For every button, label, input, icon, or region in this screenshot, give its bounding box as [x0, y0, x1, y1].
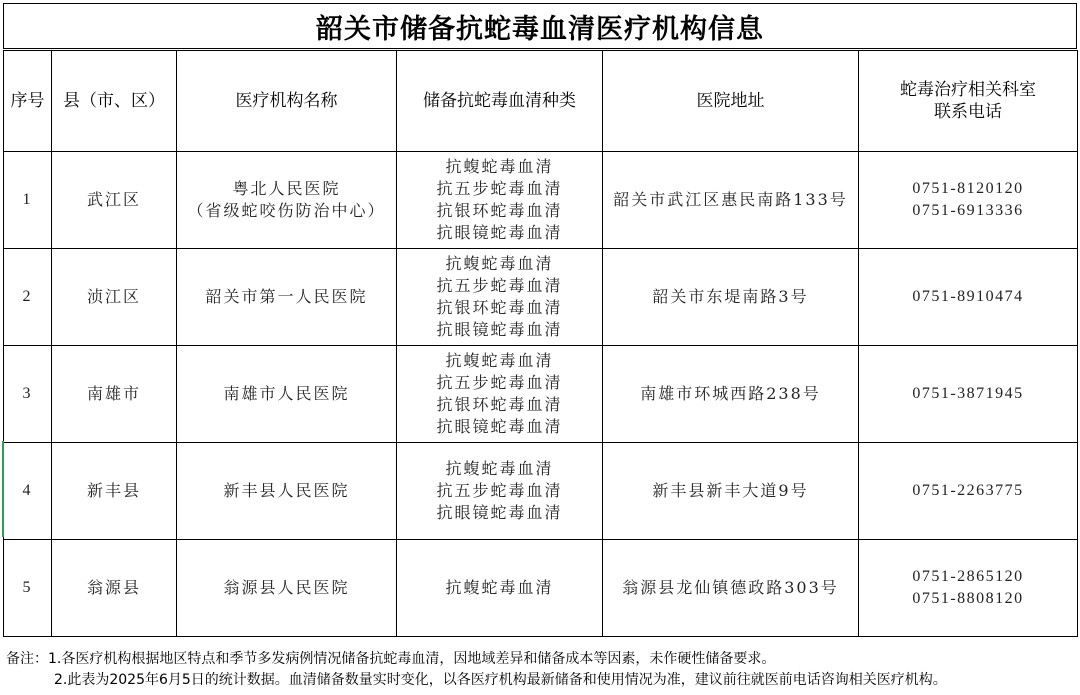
cell-county: 浈江区 [52, 249, 177, 346]
table-row [4, 346, 1078, 443]
table-row [4, 540, 1078, 637]
phone-number: 0751-6913336 [912, 202, 1024, 219]
cell-county: 南雄市 [52, 346, 177, 443]
serum-type-item: 抗五步蛇毒血清 [436, 179, 563, 198]
cell-county: 武江区 [52, 152, 177, 249]
table-row [4, 249, 1078, 346]
cell-address: 韶关市武江区惠民南路133号 [603, 152, 859, 249]
header-phone-line2: 联系电话 [934, 102, 1002, 122]
header-address: 医院地址 [603, 51, 859, 152]
cell-seq: 5 [4, 540, 52, 637]
cell-county: 新丰县 [52, 443, 177, 540]
phone-number: 0751-8120120 [912, 180, 1024, 197]
phone-number: 0751-2865120 [912, 568, 1024, 585]
serum-type-item: 抗蝮蛇毒血清 [445, 459, 554, 478]
header-row [4, 51, 1078, 152]
cell-address: 翁源县龙仙镇德政路303号 [603, 540, 859, 637]
cell-seq: 3 [4, 346, 52, 443]
header-seq: 序号 [4, 51, 52, 152]
institution-line: （省级蛇咬伤防治中心） [187, 201, 386, 220]
institution-table [3, 50, 1078, 637]
serum-type-item: 抗眼镜蛇毒血清 [436, 223, 563, 242]
serum-type-item: 抗蝮蛇毒血清 [445, 157, 554, 176]
cell-phone [859, 152, 1078, 249]
table-row [4, 443, 1078, 540]
cell-institution [177, 346, 397, 443]
cell-phone [859, 443, 1078, 540]
serum-type-item: 抗眼镜蛇毒血清 [436, 320, 563, 339]
cell-seq: 4 [4, 443, 52, 540]
table-title: 韶关市储备抗蛇毒血清医疗机构信息 [3, 3, 1077, 49]
cell-address: 南雄市环城西路238号 [603, 346, 859, 443]
note-line-2: 2.此表为2025年6月5日的统计数据。血清储备数量实时变化，以各医疗机构最新储备和使用情况为准，建议前往就医前电话咨询相关医疗机构。 [54, 672, 947, 688]
cell-serum-types [397, 346, 603, 443]
cell-seq: 1 [4, 152, 52, 249]
serum-type-item: 抗蝮蛇毒血清 [445, 254, 554, 273]
institution-line: 翁源县人民医院 [223, 578, 350, 597]
serum-type-item: 抗银环蛇毒血清 [436, 201, 563, 220]
table-row [4, 152, 1078, 249]
cell-institution [177, 540, 397, 637]
cell-serum-types [397, 443, 603, 540]
serum-type-item: 抗眼镜蛇毒血清 [436, 503, 563, 522]
phone-number: 0751-2263775 [912, 482, 1024, 499]
serum-type-item: 抗蝮蛇毒血清 [445, 578, 554, 597]
cell-phone [859, 249, 1078, 346]
cell-county: 翁源县 [52, 540, 177, 637]
serum-type-item: 抗五步蛇毒血清 [436, 481, 563, 500]
notes [6, 649, 1076, 691]
phone-number: 0751-3871945 [912, 385, 1024, 402]
cell-serum-types [397, 152, 603, 249]
header-phone-line1: 蛇毒治疗相关科室 [900, 80, 1036, 100]
serum-type-item: 抗蝮蛇毒血清 [445, 351, 554, 370]
header-serum-types: 储备抗蛇毒血清种类 [397, 51, 603, 152]
serum-type-item: 抗五步蛇毒血清 [436, 373, 563, 392]
institution-line: 韶关市第一人民医院 [205, 287, 368, 306]
cell-institution [177, 443, 397, 540]
institution-line: 粤北人民医院 [232, 179, 341, 198]
serum-type-item: 抗银环蛇毒血清 [436, 395, 563, 414]
cell-institution [177, 152, 397, 249]
cell-serum-types [397, 540, 603, 637]
table-body [4, 152, 1078, 637]
cell-phone [859, 346, 1078, 443]
institution-line: 新丰县人民医院 [223, 481, 350, 500]
phone-number: 0751-8910474 [912, 288, 1024, 305]
serum-type-item: 抗眼镜蛇毒血清 [436, 417, 563, 436]
phone-number: 0751-8808120 [912, 590, 1024, 607]
row-selection-marker [2, 441, 4, 537]
cell-address: 新丰县新丰大道9号 [603, 443, 859, 540]
serum-type-item: 抗五步蛇毒血清 [436, 276, 563, 295]
cell-institution [177, 249, 397, 346]
header-institution: 医疗机构名称 [177, 51, 397, 152]
cell-seq: 2 [4, 249, 52, 346]
cell-serum-types [397, 249, 603, 346]
institution-line: 南雄市人民医院 [223, 384, 350, 403]
cell-address: 韶关市东堤南路3号 [603, 249, 859, 346]
header-county: 县（市、区） [52, 51, 177, 152]
note-line-1: 备注：1.各医疗机构根据地区特点和季节多发病例情况储备抗蛇毒血清，因地域差异和储备成本等因素，未作硬性储备要求。 [6, 651, 776, 667]
serum-type-item: 抗银环蛇毒血清 [436, 298, 563, 317]
header-phone [859, 51, 1078, 152]
cell-phone [859, 540, 1078, 637]
